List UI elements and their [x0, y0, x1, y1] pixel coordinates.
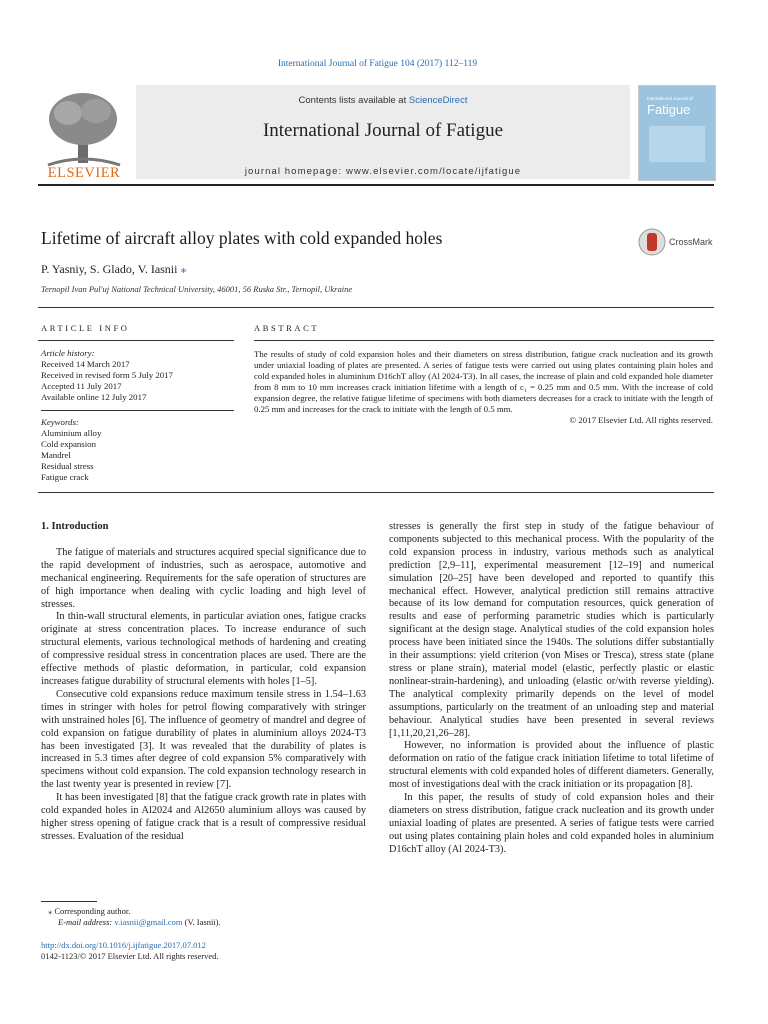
history-accepted: Accepted 11 July 2017	[41, 381, 122, 391]
title-rule	[38, 307, 714, 308]
body-paragraph: In thin-wall structural elements, in particular aviation ones, fatigue cracks originate at stress concentration places. To increase endurance of such structural elements, various technological methods of hardening and creating of compressive residual stress in concentration places are used. There are the effective methods of plastic deformation, in particular, cold expansion increases fatigue durability of structural elements with holes [1–5].	[41, 611, 366, 687]
crossmark-label: CrossMark	[669, 237, 713, 247]
keyword: Mandrel	[41, 450, 71, 460]
journal-title: International Journal of Fatigue	[262, 120, 504, 141]
abstract-text: The results of study of cold expansion holes and their diameters on stress distribution, fatigue crack nucleation and its growth under uniaxial loading of plates are presented. A series of fatigue tests were carried out using plates containing plain holes and cold expanded holes in aluminium D16chT alloy (Al 2024-T3). In all cases, the increase of plain and cold expanded hole diameter from 8 mm to 10 mm increases crack initiation lifetime with a length of c₁ = 0.25 mm and 0.5 mm. With the increase of cold expansion degree, the relative fatigue lifetime of specimens with both diameters decreases for a crack to initiate with the length of 0.25 mm and increases for the crack to initiate with the length of 0.5 mm.	[254, 349, 713, 414]
email-suffix: (V. Iasnii).	[184, 917, 221, 927]
cover-title: Fatigue	[647, 102, 691, 117]
authors-text: P. Yasniy, S. Glado, V. Iasnii	[41, 262, 178, 276]
footnote-rule	[41, 901, 97, 902]
history-received: Received 14 March 2017	[41, 359, 130, 369]
journal-citation-link[interactable]: International Journal of Fatigue 104 (2017) 112–119	[277, 59, 478, 69]
article-title: Lifetime of aircraft alloy plates with cold expanded holes	[41, 228, 443, 248]
body-paragraph: Consecutive cold expansions reduce maximum tensile stress in 1.54–1.63 times in stringer with holes for petrol flowing comparatively with stringer with unstrained holes [6]. The influence of geometry of mandrel and degree of cold expansion on fatigue durability of plates in aluminium alloys 2024-T3 has been investigated [3]. It was revealed that the durability of plates is increased in 5.3 times after degree of cold expansion 5% comparatively with specimens without cold expansion. The cold expansion technology research in the last twenty year is presented in review [7].	[41, 688, 366, 791]
journal-cover-thumbnail	[638, 85, 716, 181]
history-online: Available online 12 July 2017	[41, 392, 147, 402]
body-paragraph: stresses is generally the first step in study of the fatigue behaviour of components subjected to this mechanical process. With the popularity of the cold expansion process in industry, various methods such as analytical prediction [2,9–11], experimental measurement [12–19] and numerical simulation [20–25] have been developed and reported to quantify this mechanical effect. However, analytical prediction still remains attractive because of its low demand for computation resources, quick generation of results and ease of performing parametric studies which is particularly significant at the design stage. Analytical studies of the cold expansion holes process have been initiated since the 1940s. The solutions differ substantially in their assumptions: yield criterion (von Mises or Tresca), stress state (plane stress or plane strain), material model (elastic, perfectly plastic or elastic nonlinear-strain-hardening), and unloading (elastic or/with reverse yielding). The analytical complexity primarily depends on the level of model assumptions, particularly on the treatment of an unloading step and material behaviour. Analytical studies have been presented in several reviews [1,11,20,21,26–28].	[389, 521, 714, 739]
author-list	[41, 262, 186, 277]
keyword: Fatigue crack	[41, 472, 89, 482]
article-info-rule	[38, 340, 234, 341]
sciencedirect-link[interactable]: ScienceDirect	[408, 95, 468, 106]
issn-line: 0142-1123/© 2017 Elsevier Ltd. All rights reserved.	[41, 951, 219, 961]
body-paragraph: It has been investigated [8] that the fatigue crack growth rate in plates with cold expanded holes in Al2024 and Al2650 aluminium alloys was caused by higher stress opening of fatigue crack that is a result of compressive residual stresses. Evaluation of the residual	[41, 792, 366, 842]
header-rule	[38, 184, 714, 186]
cover-graphic	[649, 126, 705, 162]
abstract-heading: ABSTRACT	[254, 323, 320, 333]
journal-homepage[interactable]: journal homepage: www.elsevier.com/locate/ijfatigue	[244, 166, 522, 177]
article-footer	[41, 940, 361, 962]
keyword: Aluminium alloy	[41, 428, 102, 438]
corresponding-author-mark[interactable]: ⁎	[180, 262, 187, 276]
article-history	[41, 348, 237, 403]
footnote-mark: ⁎	[48, 906, 53, 916]
affiliation: Ternopil Ivan Pul'uj National Technical University, 46001, 56 Ruska Str., Ternopil, Ukraine	[41, 284, 353, 294]
keywords-label: Keywords:	[41, 417, 79, 427]
elsevier-logo	[38, 85, 130, 185]
contents-prefix: Contents lists available at	[298, 95, 407, 106]
keyword: Residual stress	[41, 461, 94, 471]
article-info-heading: ARTICLE INFO	[41, 323, 130, 333]
keyword: Cold expansion	[41, 439, 96, 449]
section-heading: 1. Introduction	[41, 521, 109, 532]
cover-subtitle: International Journal of	[647, 96, 693, 101]
crossmark-badge[interactable]	[638, 228, 718, 260]
corresponding-footnote	[48, 906, 358, 928]
email-link[interactable]: v.iasnii@gmail.com	[114, 917, 183, 927]
history-label: Article history:	[41, 348, 95, 358]
body-paragraph: In this paper, the results of study of cold expansion holes and their diameters on stress distribution, fatigue crack nucleation and its growth under uniaxial loading of plates are presented. A series of fatigue tests were carried out using plates containing plain holes and cold expanded holes in aluminium D16chT alloy (Al 2024-T3).	[389, 792, 714, 855]
doi-link[interactable]: http://dx.doi.org/10.1016/j.ijfatigue.2017.07.012	[41, 940, 206, 950]
keywords-rule	[41, 410, 234, 411]
body-right-column	[389, 521, 714, 857]
abstract-body	[254, 349, 713, 426]
elsevier-wordmark: ELSEVIER	[47, 165, 121, 181]
contents-line	[136, 95, 630, 106]
crossmark-icon	[638, 228, 666, 256]
abstract-rule	[254, 340, 714, 341]
abstract-copyright: © 2017 Elsevier Ltd. All rights reserved.	[569, 415, 713, 425]
history-revised: Received in revised form 5 July 2017	[41, 370, 173, 380]
body-paragraph: However, no information is provided about the influence of plastic deformation on ratio of the fatigue crack initiation lifetime to total lifetime of structural elements with cold expanded holes of different diameters. Generally, most of investigations deal with the crack initiation or its propagation [8].	[389, 740, 714, 791]
body-left-column	[41, 521, 366, 844]
email-label: E-mail address:	[58, 917, 113, 927]
keywords-list	[41, 417, 237, 483]
corresponding-author-note: Corresponding author.	[54, 906, 131, 916]
abstract-bottom-rule	[38, 492, 714, 493]
body-paragraph: The fatigue of materials and structures acquired special significance due to the rapid development of industries, such as aerospace, automotive and mechanical engineering. Requirements for the safe operation of structures are of high importance when dealing with cyclic loading and high level of stresses.	[41, 546, 366, 610]
